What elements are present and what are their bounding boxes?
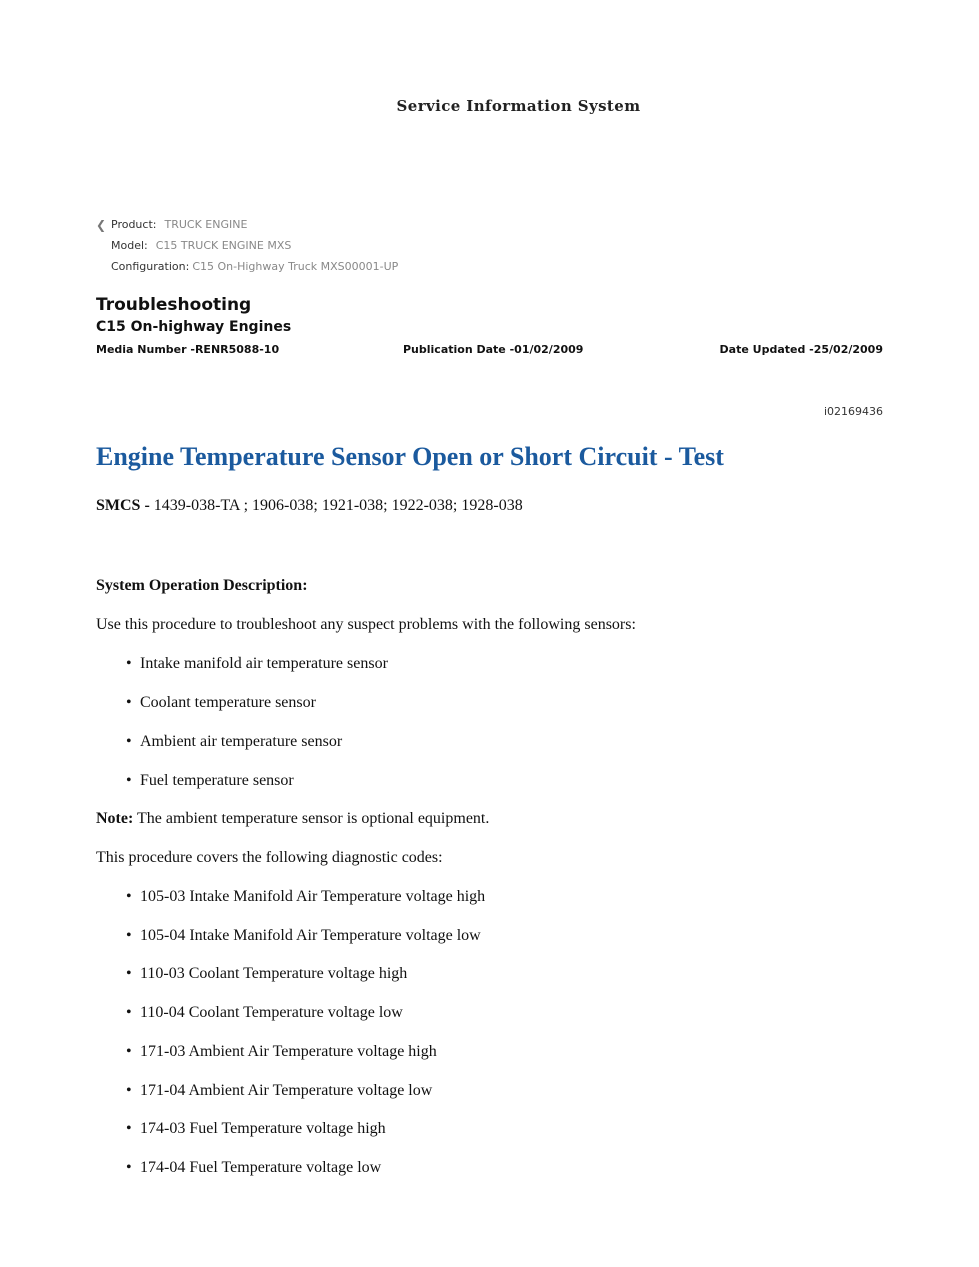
model-label: Model:	[111, 239, 148, 252]
product-label: Product:	[111, 218, 157, 231]
intro-paragraph: Use this procedure to troubleshoot any suspect problems with the following sensors:	[96, 616, 636, 633]
product-row	[96, 214, 398, 235]
model-row	[96, 235, 398, 256]
list-item: • Intake manifold air temperature sensor	[126, 655, 388, 672]
product-info	[96, 214, 398, 277]
section-heading: System Operation Description:	[96, 577, 308, 594]
engine-family: C15 On-highway Engines	[96, 319, 292, 335]
smcs-codes	[96, 497, 523, 515]
list-item: • 174-04 Fuel Temperature voltage low	[126, 1159, 382, 1176]
model-value: C15 TRUCK ENGINE MXS	[155, 239, 292, 252]
list-item: • Fuel temperature sensor	[126, 772, 294, 789]
page-title: Engine Temperature Sensor Open or Short Circuit - Test	[96, 442, 724, 471]
note-paragraph	[96, 810, 489, 828]
list-item: • 171-03 Ambient Air Temperature voltage high	[126, 1043, 437, 1060]
list-item: • 110-03 Coolant Temperature voltage high	[126, 965, 408, 982]
smcs-label: SMCS -	[96, 497, 154, 514]
product-value: TRUCK ENGINE	[164, 218, 248, 231]
configuration-value: C15 On-Highway Truck MXS00001-UP	[192, 260, 399, 273]
configuration-row	[96, 256, 398, 277]
document-id: i02169436	[823, 405, 883, 418]
list-item: • 105-03 Intake Manifold Air Temperature voltage high	[126, 888, 486, 905]
list-item: • 105-04 Intake Manifold Air Temperature voltage low	[126, 927, 481, 944]
list-item: • Coolant temperature sensor	[126, 694, 316, 711]
note-text: The ambient temperature sensor is optional equipment.	[133, 810, 490, 827]
section-title: Troubleshooting	[96, 295, 252, 315]
codes-intro: This procedure covers the following diagnostic codes:	[96, 849, 443, 866]
note-label: Note:	[96, 810, 134, 827]
list-item: • 171-04 Ambient Air Temperature voltage low	[126, 1082, 433, 1099]
list-item: • 174-03 Fuel Temperature voltage high	[126, 1120, 386, 1137]
smcs-value: 1439-038-TA ; 1906-038; 1921-038; 1922-038; 1928-038	[153, 497, 523, 514]
date-updated: Date Updated -25/02/2009	[719, 343, 883, 356]
system-title: Service Information System	[396, 97, 641, 115]
list-item: • Ambient air temperature sensor	[126, 733, 343, 750]
chevron-left-icon[interactable]: ❮	[96, 217, 107, 232]
publication-date: Publication Date -01/02/2009	[403, 343, 584, 356]
list-item: • 110-04 Coolant Temperature voltage low	[126, 1004, 403, 1021]
configuration-label: Configuration:	[111, 260, 190, 273]
media-number: Media Number -RENR5088-10	[96, 343, 280, 356]
